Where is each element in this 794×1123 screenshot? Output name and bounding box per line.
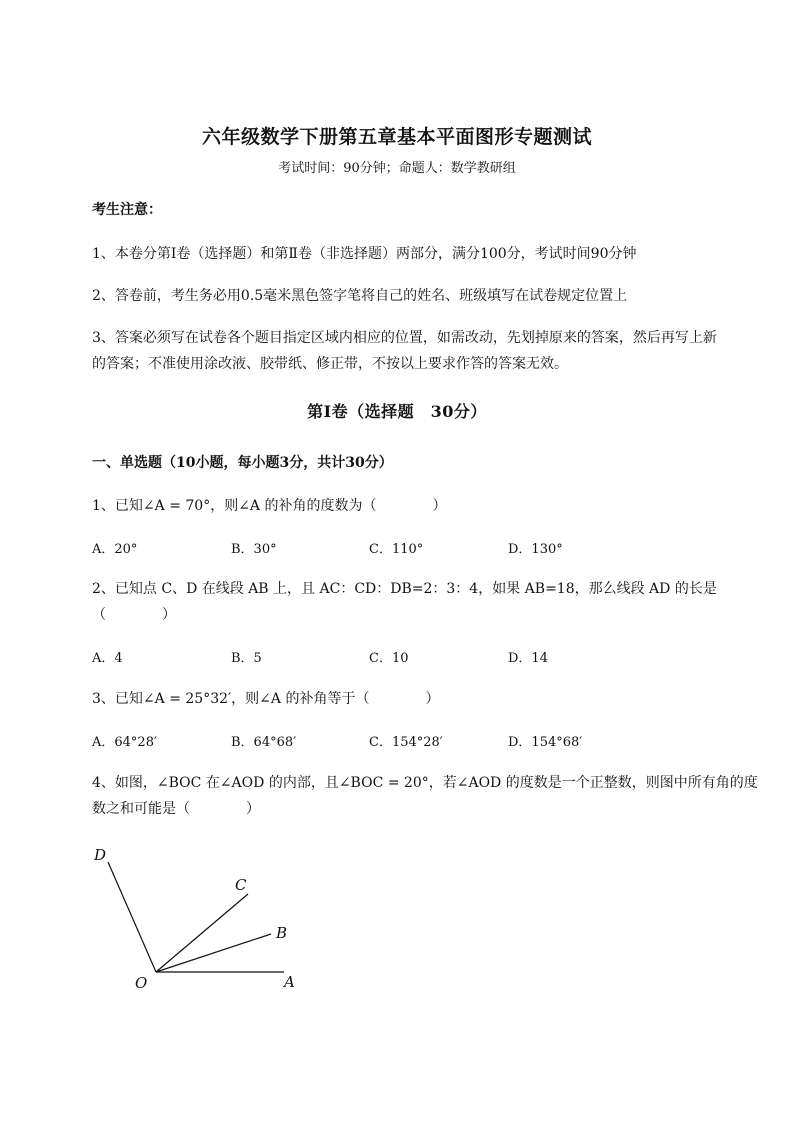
- question-2-option-d: D．14: [508, 651, 548, 666]
- question-2: 2、已知点 C、D 在线段 AB 上，且 AC：CD：DB=2：3：4，如果 AB=18，那么线段 AD 的长是: [92, 581, 717, 597]
- question-2-option-c: C．10: [369, 651, 409, 666]
- exam-subtitle: 考试时间：90分钟；命题人：数学教研组: [278, 161, 516, 176]
- question-3-option-a: A．64°28′: [92, 735, 157, 750]
- question-3: 3、已知∠A = 25°32′，则∠A 的补角等于（ ）: [92, 691, 440, 707]
- page-title: 六年级数学下册第五章基本平面图形专题测试: [201, 126, 592, 148]
- question-1: 1、已知∠A = 70°，则∠A 的补角的度数为（ ）: [92, 498, 447, 514]
- notice-item-2: 2、答卷前，考生务必用0.5毫米黑色签字笔将自己的姓名、班级填写在试卷规定位置上: [92, 288, 628, 304]
- question-1-option-b: B．30°: [231, 542, 277, 557]
- label-o: O: [135, 974, 148, 992]
- question-2-cont: （ ）: [92, 607, 176, 623]
- label-c: C: [235, 876, 247, 894]
- label-a: A: [284, 973, 295, 991]
- notice-heading: 考生注意：: [92, 202, 162, 218]
- question-3-option-b: B．64°68′: [231, 735, 297, 750]
- question-3-option-d: D．154°68′: [508, 735, 583, 750]
- part-heading: 一、单选题（10小题，每小题3分，共计30分）: [92, 455, 393, 471]
- ray-od: [108, 862, 156, 972]
- label-d: D: [94, 846, 107, 864]
- angle-figure: [88, 838, 308, 998]
- question-2-option-b: B．5: [231, 651, 262, 666]
- question-4-cont: 数之和可能是（ ）: [92, 801, 260, 817]
- question-1-option-d: D．130°: [508, 542, 563, 557]
- ray-ob: [156, 934, 271, 972]
- notice-item-3: 3、答案必须写在试卷各个题目指定区域内相应的位置，如需改动，先划掉原来的答案，然后再写上新: [92, 330, 717, 346]
- question-1-option-c: C．110°: [369, 542, 424, 557]
- question-3-option-c: C．154°28′: [369, 735, 443, 750]
- question-1-option-a: A．20°: [92, 542, 138, 557]
- question-4: 4、如图，∠BOC 在∠AOD 的内部，且∠BOC = 20°，若∠AOD 的度数是一个正整数，则图中所有角的度: [92, 775, 758, 791]
- question-2-option-a: A．4: [92, 651, 123, 666]
- ray-oc: [156, 894, 248, 972]
- notice-item-1: 1、本卷分第I卷（选择题）和第Ⅱ卷（非选择题）两部分，满分100分，考试时间90分钟: [92, 246, 637, 262]
- section-title: 第I卷（选择题 30分）: [307, 402, 487, 421]
- notice-item-3-cont: 的答案；不准使用涂改液、胶带纸、修正带，不按以上要求作答的答案无效。: [92, 356, 568, 372]
- label-b: B: [276, 924, 288, 942]
